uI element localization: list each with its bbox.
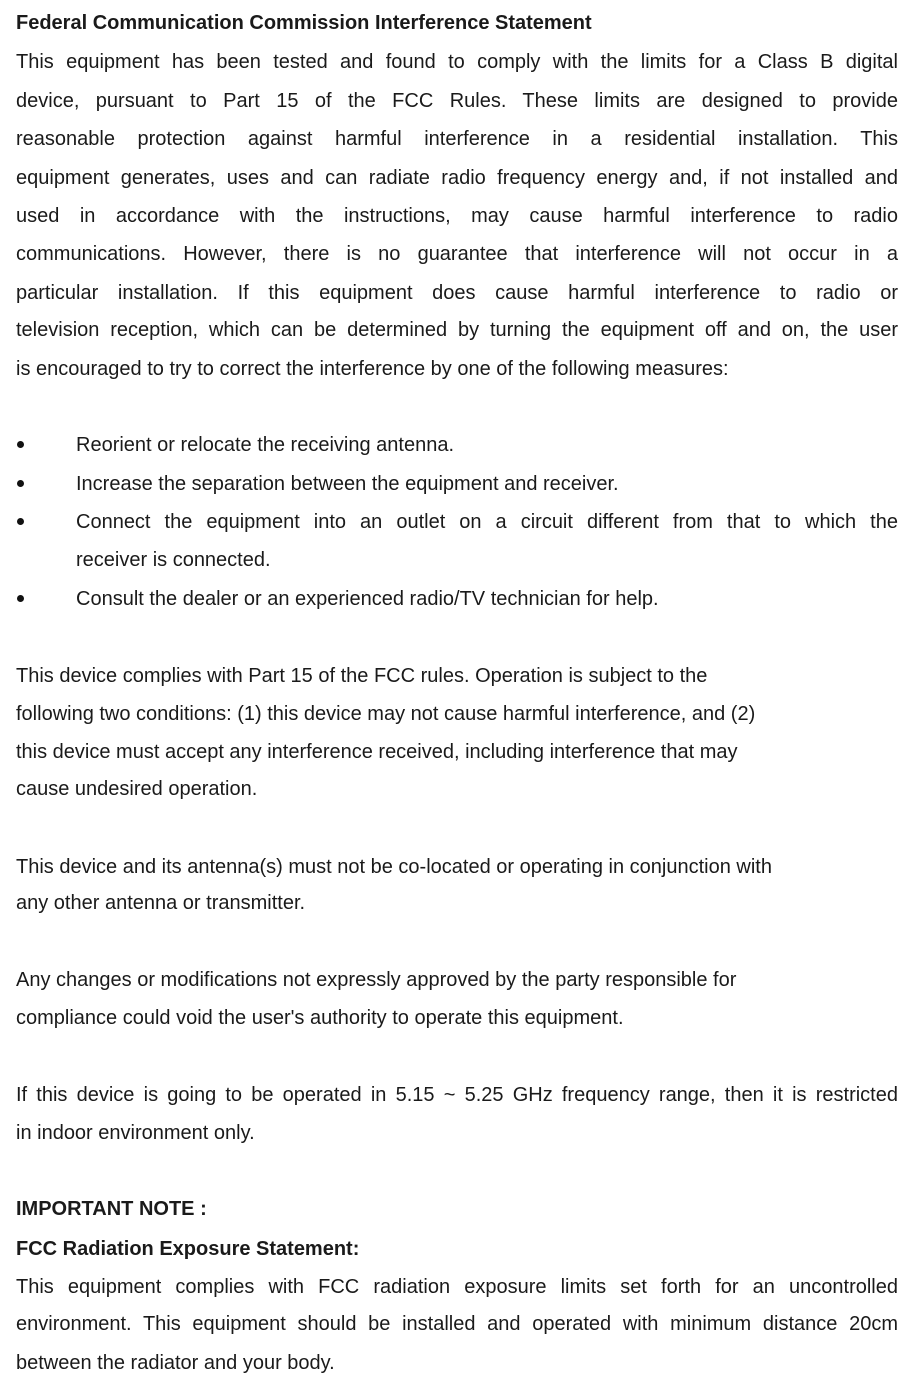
paragraph-line: This device complies with Part 15 of the FCC rules. Operation is subject to the [16, 665, 708, 687]
paragraph-line: this device must accept any interference received, including interference that may [16, 741, 738, 763]
list-item-continuation: receiver is connected. [76, 549, 271, 571]
paragraph-line: any other antenna or transmitter. [16, 892, 306, 914]
paragraph-line: equipment generates, uses and can radiate radio frequency energy and, if not installed and [16, 167, 898, 189]
paragraph-line: environment. This equipment should be installed and operated with minimum distance 20cm [16, 1313, 898, 1335]
paragraph-line: in indoor environment only. [16, 1122, 255, 1144]
paragraph-line: between the radiator and your body. [16, 1352, 335, 1374]
paragraph-line: device, pursuant to Part 15 of the FCC Rules. These limits are designed to provide [16, 90, 898, 112]
paragraph-line: used in accordance with the instructions, may cause harmful interference to radio [16, 205, 898, 227]
paragraph-line: communications. However, there is no guarantee that interference will not occur in a [16, 243, 898, 265]
bullet-icon [17, 518, 24, 525]
paragraph-line: reasonable protection against harmful interference in a residential installation. This [16, 128, 898, 150]
bullet-icon [17, 595, 24, 602]
paragraph-line: This device and its antenna(s) must not be co-located or operating in conjunction with [16, 856, 772, 878]
paragraph-line: This equipment complies with FCC radiation exposure limits set forth for an uncontrolled [16, 1276, 898, 1298]
list-item: Connect the equipment into an outlet on a circuit different from that to which the [76, 511, 898, 533]
list-item: Increase the separation between the equipment and receiver. [76, 473, 619, 495]
list-item: Consult the dealer or an experienced radio/TV technician for help. [76, 588, 659, 610]
paragraph-line: television reception, which can be determined by turning the equipment off and on, the user [16, 319, 898, 341]
list-item: Reorient or relocate the receiving antenna. [76, 434, 455, 456]
paragraph-line: Any changes or modifications not expressly approved by the party responsible for [16, 969, 737, 991]
paragraph-line: following two conditions: (1) this device may not cause harmful interference, and (2) [16, 703, 756, 725]
radiation-exposure-title: FCC Radiation Exposure Statement: [16, 1238, 360, 1260]
paragraph-line: This equipment has been tested and found to comply with the limits for a Class B digital [16, 51, 898, 73]
bullet-icon [17, 480, 24, 487]
interference-statement-title: Federal Communication Commission Interference Statement [16, 12, 592, 34]
bullet-icon [17, 441, 24, 448]
important-note-heading: IMPORTANT NOTE : [16, 1198, 207, 1220]
paragraph-line: compliance could void the user's authority to operate this equipment. [16, 1007, 624, 1029]
paragraph-line: particular installation. If this equipment does cause harmful interference to radio or [16, 282, 898, 304]
paragraph-line: If this device is going to be operated in 5.15 ~ 5.25 GHz frequency range, then it is restricted [16, 1084, 898, 1106]
paragraph-line: is encouraged to try to correct the interference by one of the following measures: [16, 358, 729, 380]
paragraph-line: cause undesired operation. [16, 778, 258, 800]
